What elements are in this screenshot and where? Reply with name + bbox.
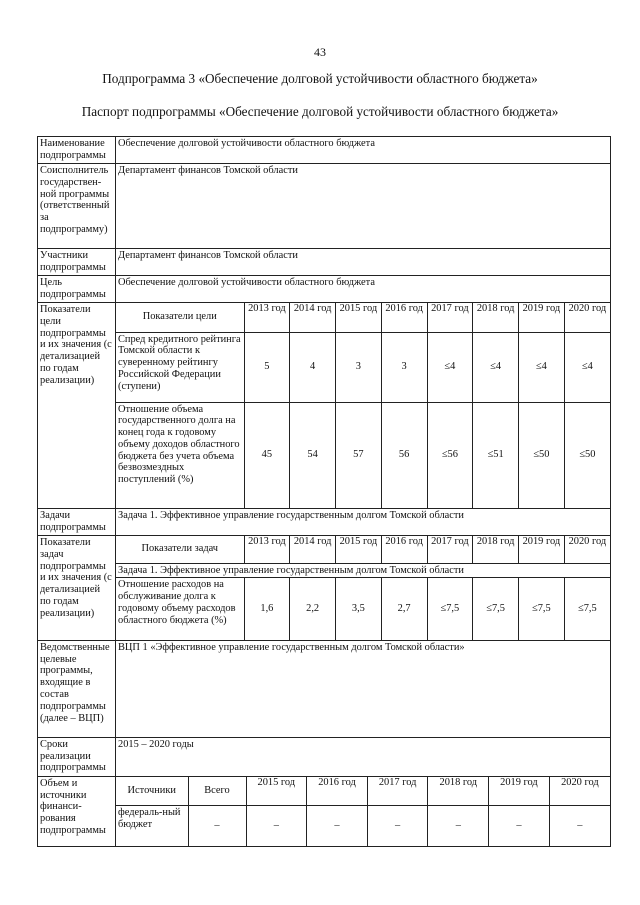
row-funding [38, 776, 611, 846]
row-tasks [38, 509, 611, 536]
goal-label: Цель подпрограммы [38, 276, 116, 303]
task-title: Задача 1. Эффективное управление государственным долгом Томской области [116, 563, 610, 578]
year-header: 2019 год [489, 777, 550, 806]
funding-value: – [489, 806, 550, 846]
departmental-value: ВЦП 1 «Эффективное управление государственным долгом Томской области» [116, 640, 611, 737]
year-header: 2019 год [519, 303, 565, 332]
row-coexecutor [38, 164, 611, 249]
indicator-value: 5 [244, 332, 290, 402]
year-header: 2019 год [519, 536, 565, 563]
indicator-value: 2,7 [381, 578, 427, 640]
year-header: 2018 год [428, 777, 489, 806]
tasks-label: Задачи подпрограммы [38, 509, 116, 536]
funding-source-name: федераль-ный бюджет [116, 806, 188, 846]
indicator-value: 2,2 [290, 578, 336, 640]
coexecutor-value: Департамент финансов Томской области [116, 164, 611, 249]
indicator-value: ≤51 [473, 402, 519, 508]
year-header: 2013 год [244, 536, 290, 563]
indicator-value: ≤7,5 [564, 578, 610, 640]
row-goal [38, 276, 611, 303]
indicator-value: 54 [290, 402, 336, 508]
indicator-value: ≤4 [519, 332, 565, 402]
indicator-value: ≤50 [564, 402, 610, 508]
year-header: 2018 год [473, 303, 519, 332]
participants-value: Департамент финансов Томской области [116, 249, 611, 276]
funding-value: – [246, 806, 307, 846]
indicator-value: ≤7,5 [519, 578, 565, 640]
task-indicators-label: Показатели задач подпрограммы и их значения (с детализацией по годам реализации) [38, 536, 116, 641]
period-label: Сроки реализации подпрограммы [38, 737, 116, 776]
year-header: 2017 год [367, 777, 428, 806]
table-row [116, 402, 610, 508]
passport-table [37, 136, 611, 847]
row-goal-indicators [38, 303, 611, 509]
funding-source-header: Источники [116, 777, 188, 806]
participants-label: Участники подпрограммы [38, 249, 116, 276]
coexecutor-label: Соисполнитель государствен-ной программы (ответственный за подпрограмму) [38, 164, 116, 249]
indicator-value: ≤50 [519, 402, 565, 508]
indicator-value: 45 [244, 402, 290, 508]
year-header: 2015 год [246, 777, 307, 806]
indicator-value: 4 [290, 332, 336, 402]
goal-value: Обеспечение долговой устойчивости областного бюджета [116, 276, 611, 303]
funding-value: – [367, 806, 428, 846]
funding-total-header: Всего [188, 777, 246, 806]
goal-indicators-header: Показатели цели [116, 303, 244, 332]
subprogram-heading: Подпрограмма 3 «Обеспечение долговой устойчивости областного бюджета» [102, 71, 538, 86]
year-header: 2014 год [290, 536, 336, 563]
funding-value: – [549, 806, 610, 846]
tasks-value: Задача 1. Эффективное управление государственным долгом Томской области [116, 509, 611, 536]
indicator-value: ≤7,5 [427, 578, 473, 640]
task-indicators-header: Показатели задач [116, 536, 244, 563]
year-header: 2020 год [564, 536, 610, 563]
funding-label: Объем и источники финанси-рования подпрограммы [38, 776, 116, 846]
row-participants [38, 249, 611, 276]
year-header: 2013 год [244, 303, 290, 332]
year-header: 2014 год [290, 303, 336, 332]
year-header: 2017 год [427, 536, 473, 563]
table-row [116, 806, 610, 846]
name-value: Обеспечение долговой устойчивости областного бюджета [116, 137, 611, 164]
funding-value: – [428, 806, 489, 846]
goal-indicators-label: Показатели цели подпрограммы и их значения (с детализацией по годам реализации) [38, 303, 116, 509]
departmental-label: Ведомственные целевые программы, входящие в состав подпрограммы (далее – ВЦП) [38, 640, 116, 737]
table-row [116, 578, 610, 640]
year-header: 2016 год [381, 303, 427, 332]
goal-indicators-header-row [116, 303, 610, 332]
year-header: 2015 год [336, 536, 382, 563]
row-period [38, 737, 611, 776]
indicator-name: Спред кредитного рейтинга Томской области к суверенному рейтингу Российской Федерации (ступени) [116, 332, 244, 402]
name-label: Наименование подпрограммы [38, 137, 116, 164]
row-name [38, 137, 611, 164]
year-header: 2016 год [381, 536, 427, 563]
row-task-indicators [38, 536, 611, 641]
year-header: 2020 год [549, 777, 610, 806]
funding-value: – [307, 806, 368, 846]
year-header: 2015 год [336, 303, 382, 332]
indicator-value: ≤4 [427, 332, 473, 402]
indicator-value: 3,5 [336, 578, 382, 640]
page-number: 43 [314, 45, 326, 59]
funding-table [116, 777, 610, 846]
indicator-value: ≤7,5 [473, 578, 519, 640]
indicator-value: 1,6 [244, 578, 290, 640]
indicator-value: ≤4 [564, 332, 610, 402]
goal-indicators-table [116, 303, 610, 508]
indicator-value: 57 [336, 402, 382, 508]
indicator-name: Отношение объема государственного долга на конец года к годовому объему доходов областного бюджета без учета объема безвозмездных поступлений (%) [116, 402, 244, 508]
indicator-value: 3 [336, 332, 382, 402]
indicator-value: ≤56 [427, 402, 473, 508]
funding-header-row [116, 777, 610, 806]
task-indicators-table [116, 536, 610, 640]
indicator-value: 56 [381, 402, 427, 508]
indicator-value: ≤4 [473, 332, 519, 402]
period-value: 2015 – 2020 годы [116, 737, 611, 776]
funding-value: – [188, 806, 246, 846]
indicator-name: Отношение расходов на обслуживание долга к годовому объему расходов областного бюджета (%) [116, 578, 244, 640]
indicator-value: 3 [381, 332, 427, 402]
year-header: 2018 год [473, 536, 519, 563]
passport-title: Паспорт подпрограммы «Обеспечение долговой устойчивости областного бюджета» [81, 104, 559, 119]
year-header: 2020 год [564, 303, 610, 332]
row-departmental [38, 640, 611, 737]
task-indicators-header-row [116, 536, 610, 563]
task-title-row [116, 563, 610, 578]
year-header: 2017 год [427, 303, 473, 332]
table-row [116, 332, 610, 402]
year-header: 2016 год [307, 777, 368, 806]
